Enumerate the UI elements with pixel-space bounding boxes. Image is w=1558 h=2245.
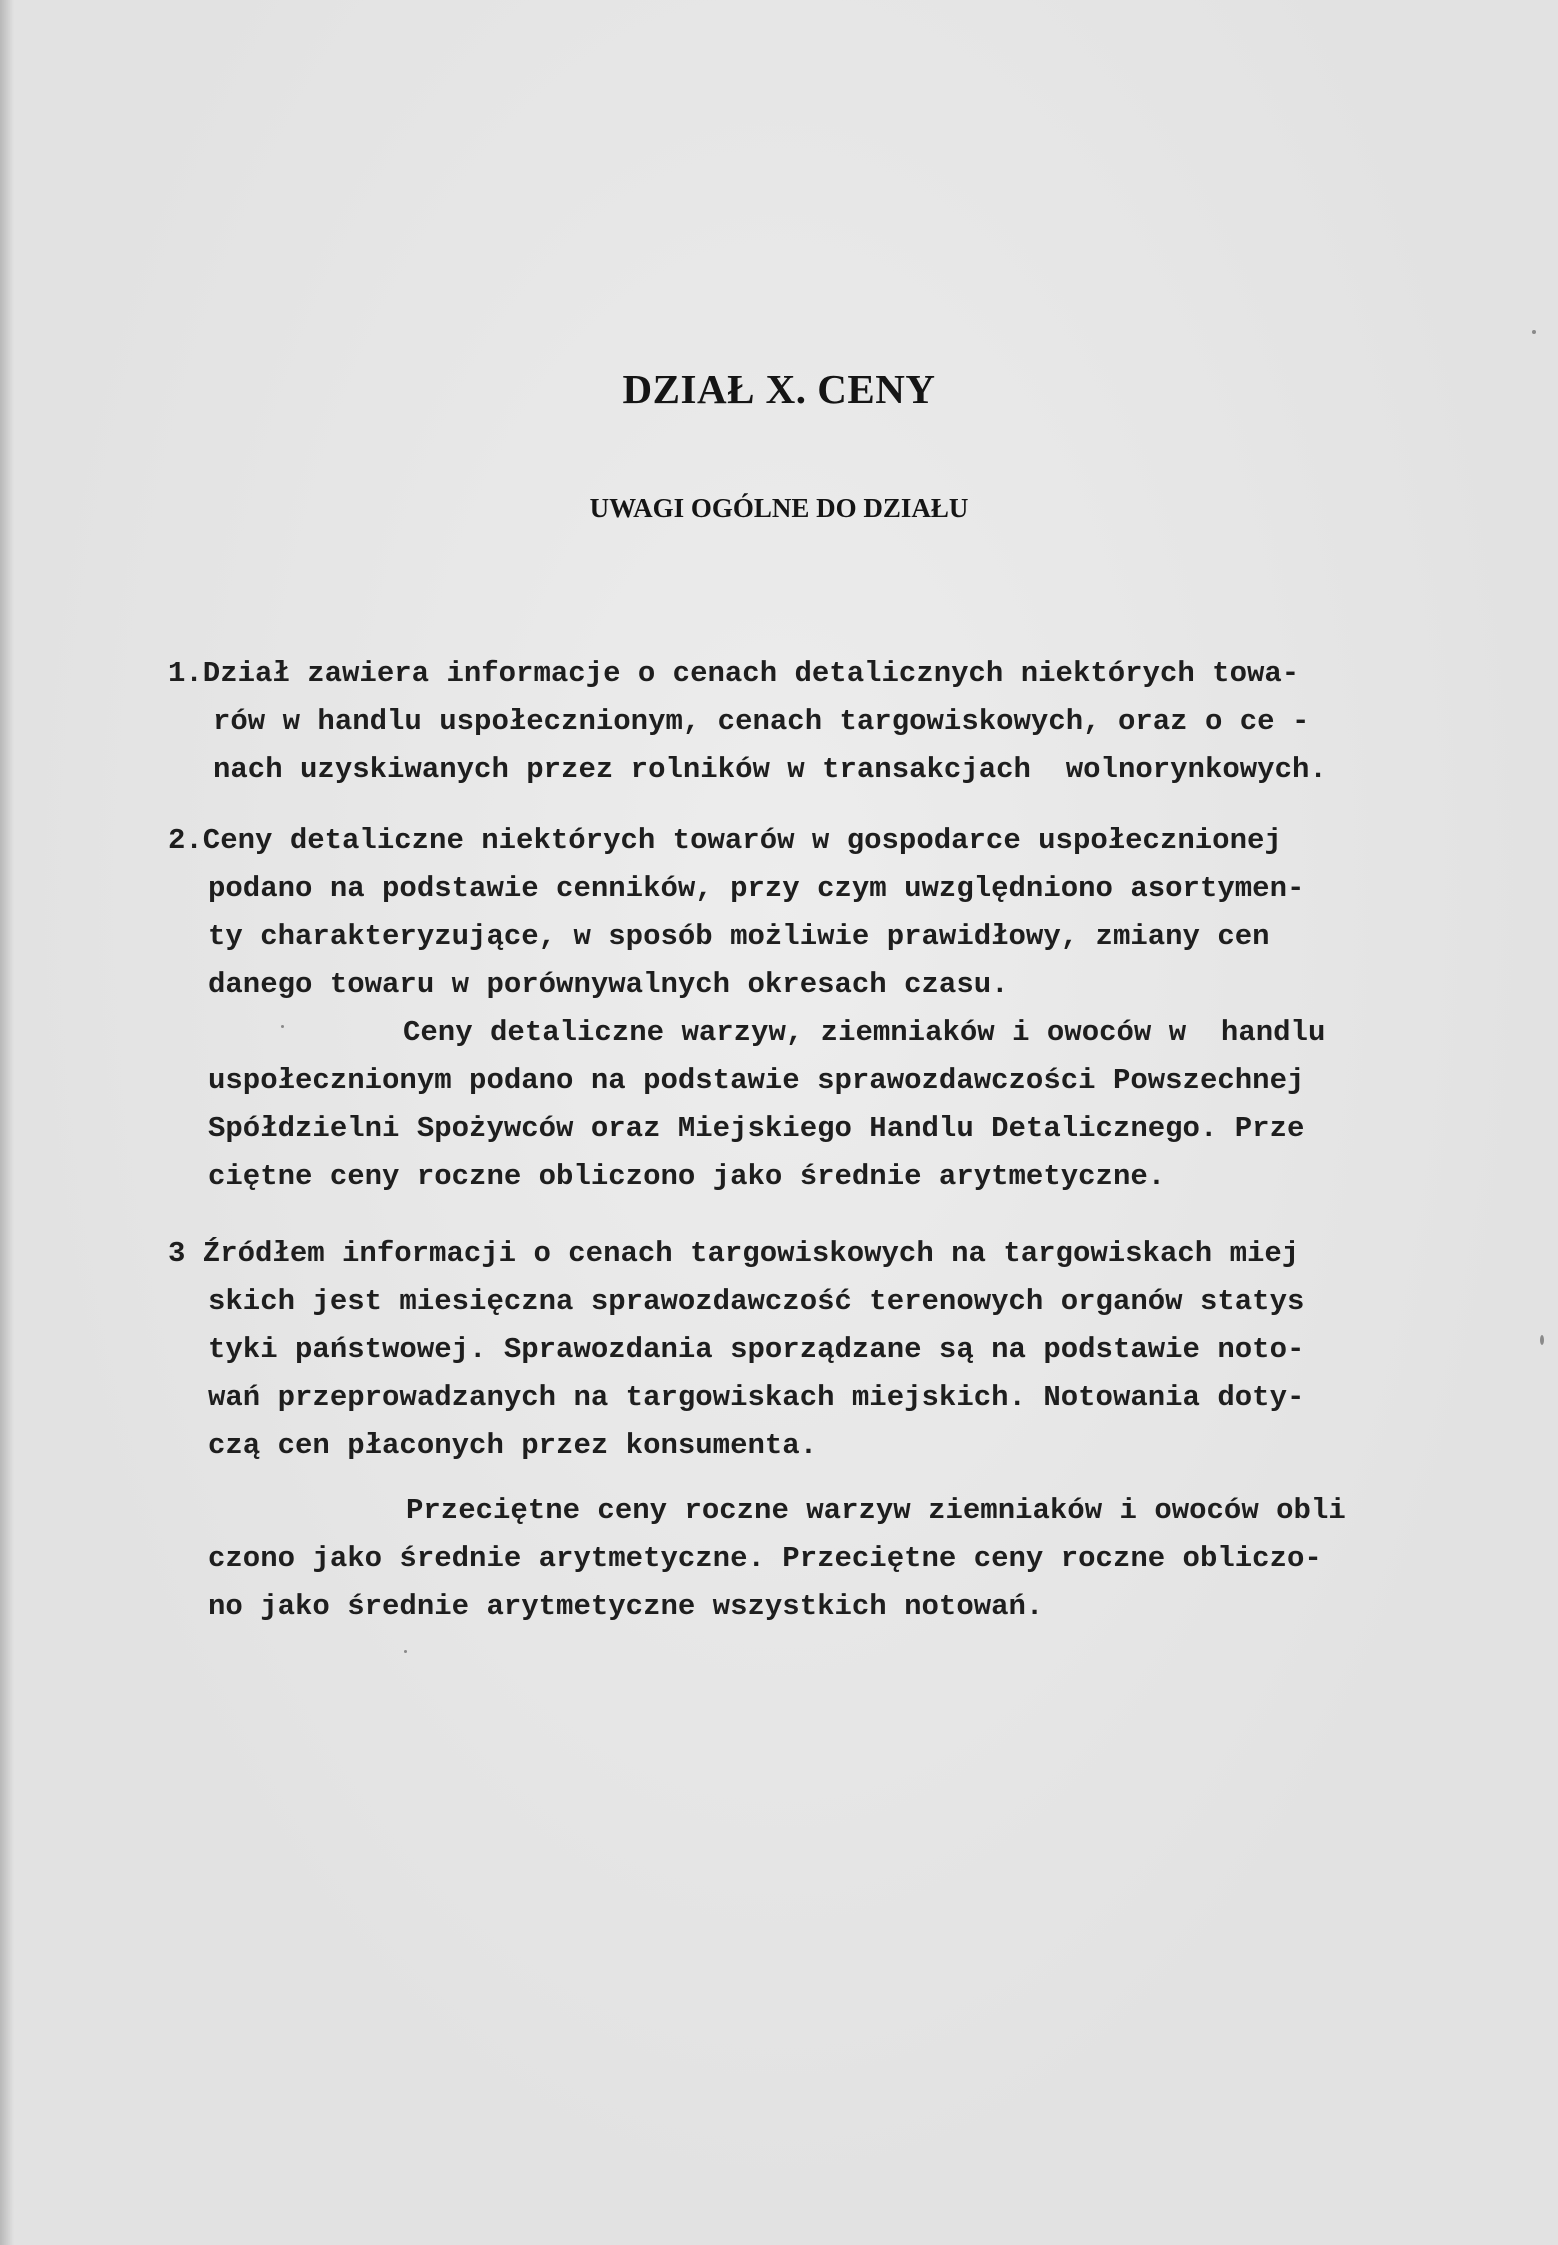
scan-edge <box>0 0 14 2245</box>
text-line: Ceny detaliczne warzyw, ziemniaków i owoców w handlu <box>403 1016 1326 1049</box>
text-line: podano na podstawie cenników, przy czym uwzględniono asortymen- <box>208 872 1305 905</box>
text-line: 3 Źródłem informacji o cenach targowiskowych na targowiskach miej <box>168 1237 1300 1270</box>
text-line: tyki państwowej. Sprawozdania sporządzane są na podstawie noto- <box>208 1333 1305 1366</box>
text-line: uspołecznionym podano na podstawie sprawozdawczości Powszechnej <box>208 1064 1305 1097</box>
scan-speck <box>1532 330 1536 334</box>
text-line: Przeciętne ceny roczne warzyw ziemniaków i owoców obli <box>406 1494 1346 1527</box>
text-line: czą cen płaconych przez konsumenta. <box>208 1429 818 1462</box>
section-title: DZIAŁ X. CENY <box>622 366 936 412</box>
text-line: ty charakteryzujące, w sposób możliwie prawidłowy, zmiany cen <box>208 920 1270 953</box>
text-line: ciętne ceny roczne obliczono jako średnie arytmetyczne. <box>208 1160 1166 1193</box>
text-line: wań przeprowadzanych na targowiskach miejskich. Notowania doty- <box>208 1381 1305 1414</box>
text-line: czono jako średnie arytmetyczne. Przeciętne ceny roczne obliczo- <box>208 1542 1322 1575</box>
scan-speck <box>281 1025 284 1028</box>
text-line: 2.Ceny detaliczne niektórych towarów w gospodarce uspołecznionej <box>168 824 1282 857</box>
text-line: 1.Dział zawiera informacje o cenach detalicznych niektórych towa- <box>168 657 1300 690</box>
text-line: rów w handlu uspołecznionym, cenach targowiskowych, oraz o ce - <box>213 705 1310 738</box>
text-line: skich jest miesięczna sprawozdawczość terenowych organów statys <box>208 1285 1305 1318</box>
section-subtitle: UWAGI OGÓLNE DO DZIAŁU <box>589 493 969 523</box>
text-line: Spółdzielni Spożywców oraz Miejskiego Handlu Detalicznego. Prze <box>208 1112 1305 1145</box>
scan-speck <box>1540 1335 1544 1345</box>
text-line: no jako średnie arytmetyczne wszystkich notowań. <box>208 1590 1044 1623</box>
text-line: nach uzyskiwanych przez rolników w transakcjach wolnorynkowych. <box>213 753 1327 786</box>
scan-speck <box>404 1650 407 1653</box>
text-line: danego towaru w porównywalnych okresach czasu. <box>208 968 1009 1001</box>
